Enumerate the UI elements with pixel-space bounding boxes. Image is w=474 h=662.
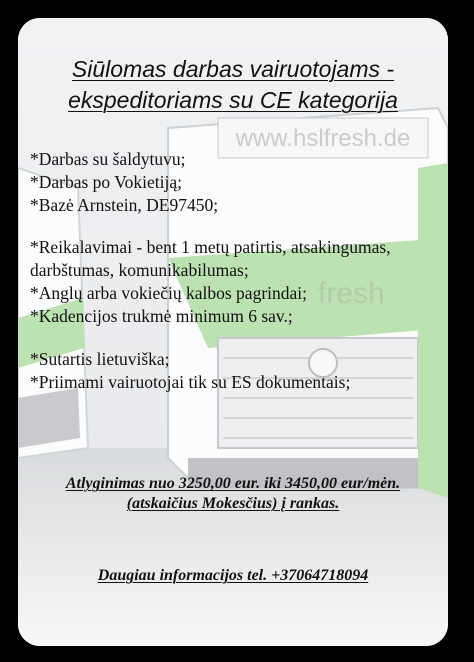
job-detail-item: *Bazė Arnstein, DE97450; <box>30 195 219 215</box>
contact-phone: Daugiau informacijos tel. +37064718094 <box>97 567 369 584</box>
salary-line-2: (atskaičius Mokesčius) į rankas. <box>126 495 340 512</box>
flyer-content <box>18 18 448 646</box>
job-title-line-2: ekspeditoriams su CE kategorija <box>68 87 398 113</box>
job-detail-item: *Darbas po Vokietiją; <box>30 172 182 192</box>
requirement-item: darbštumas, komunikabilumas; <box>30 260 249 280</box>
salary-info <box>18 474 448 514</box>
job-detail-item: *Darbas su šaldytuvu; <box>30 149 186 169</box>
requirement-item: *Kadencijos trukmė minimum 6 sav.; <box>30 306 293 326</box>
job-title-line-1: Siūlomas darbas vairuotojams - <box>71 56 395 82</box>
contract-list <box>30 348 448 394</box>
contract-item: *Sutartis lietuviška; <box>30 349 170 369</box>
requirements-list <box>30 236 448 328</box>
salary-line-1: Atlyginimas nuo 3250,00 eur. iki 3450,00 eur/mėn. <box>65 475 401 492</box>
flyer-card <box>18 18 448 646</box>
job-details-list <box>30 148 448 217</box>
requirement-item: *Reikalavimai - bent 1 metų patirtis, atsakingumas, <box>30 237 391 257</box>
job-title <box>18 54 448 116</box>
contract-item: *Priimami vairuotojai tik su ES dokumentais; <box>30 372 351 392</box>
requirement-item: *Anglų arba vokiečių kalbos pagrindai; <box>30 283 308 303</box>
